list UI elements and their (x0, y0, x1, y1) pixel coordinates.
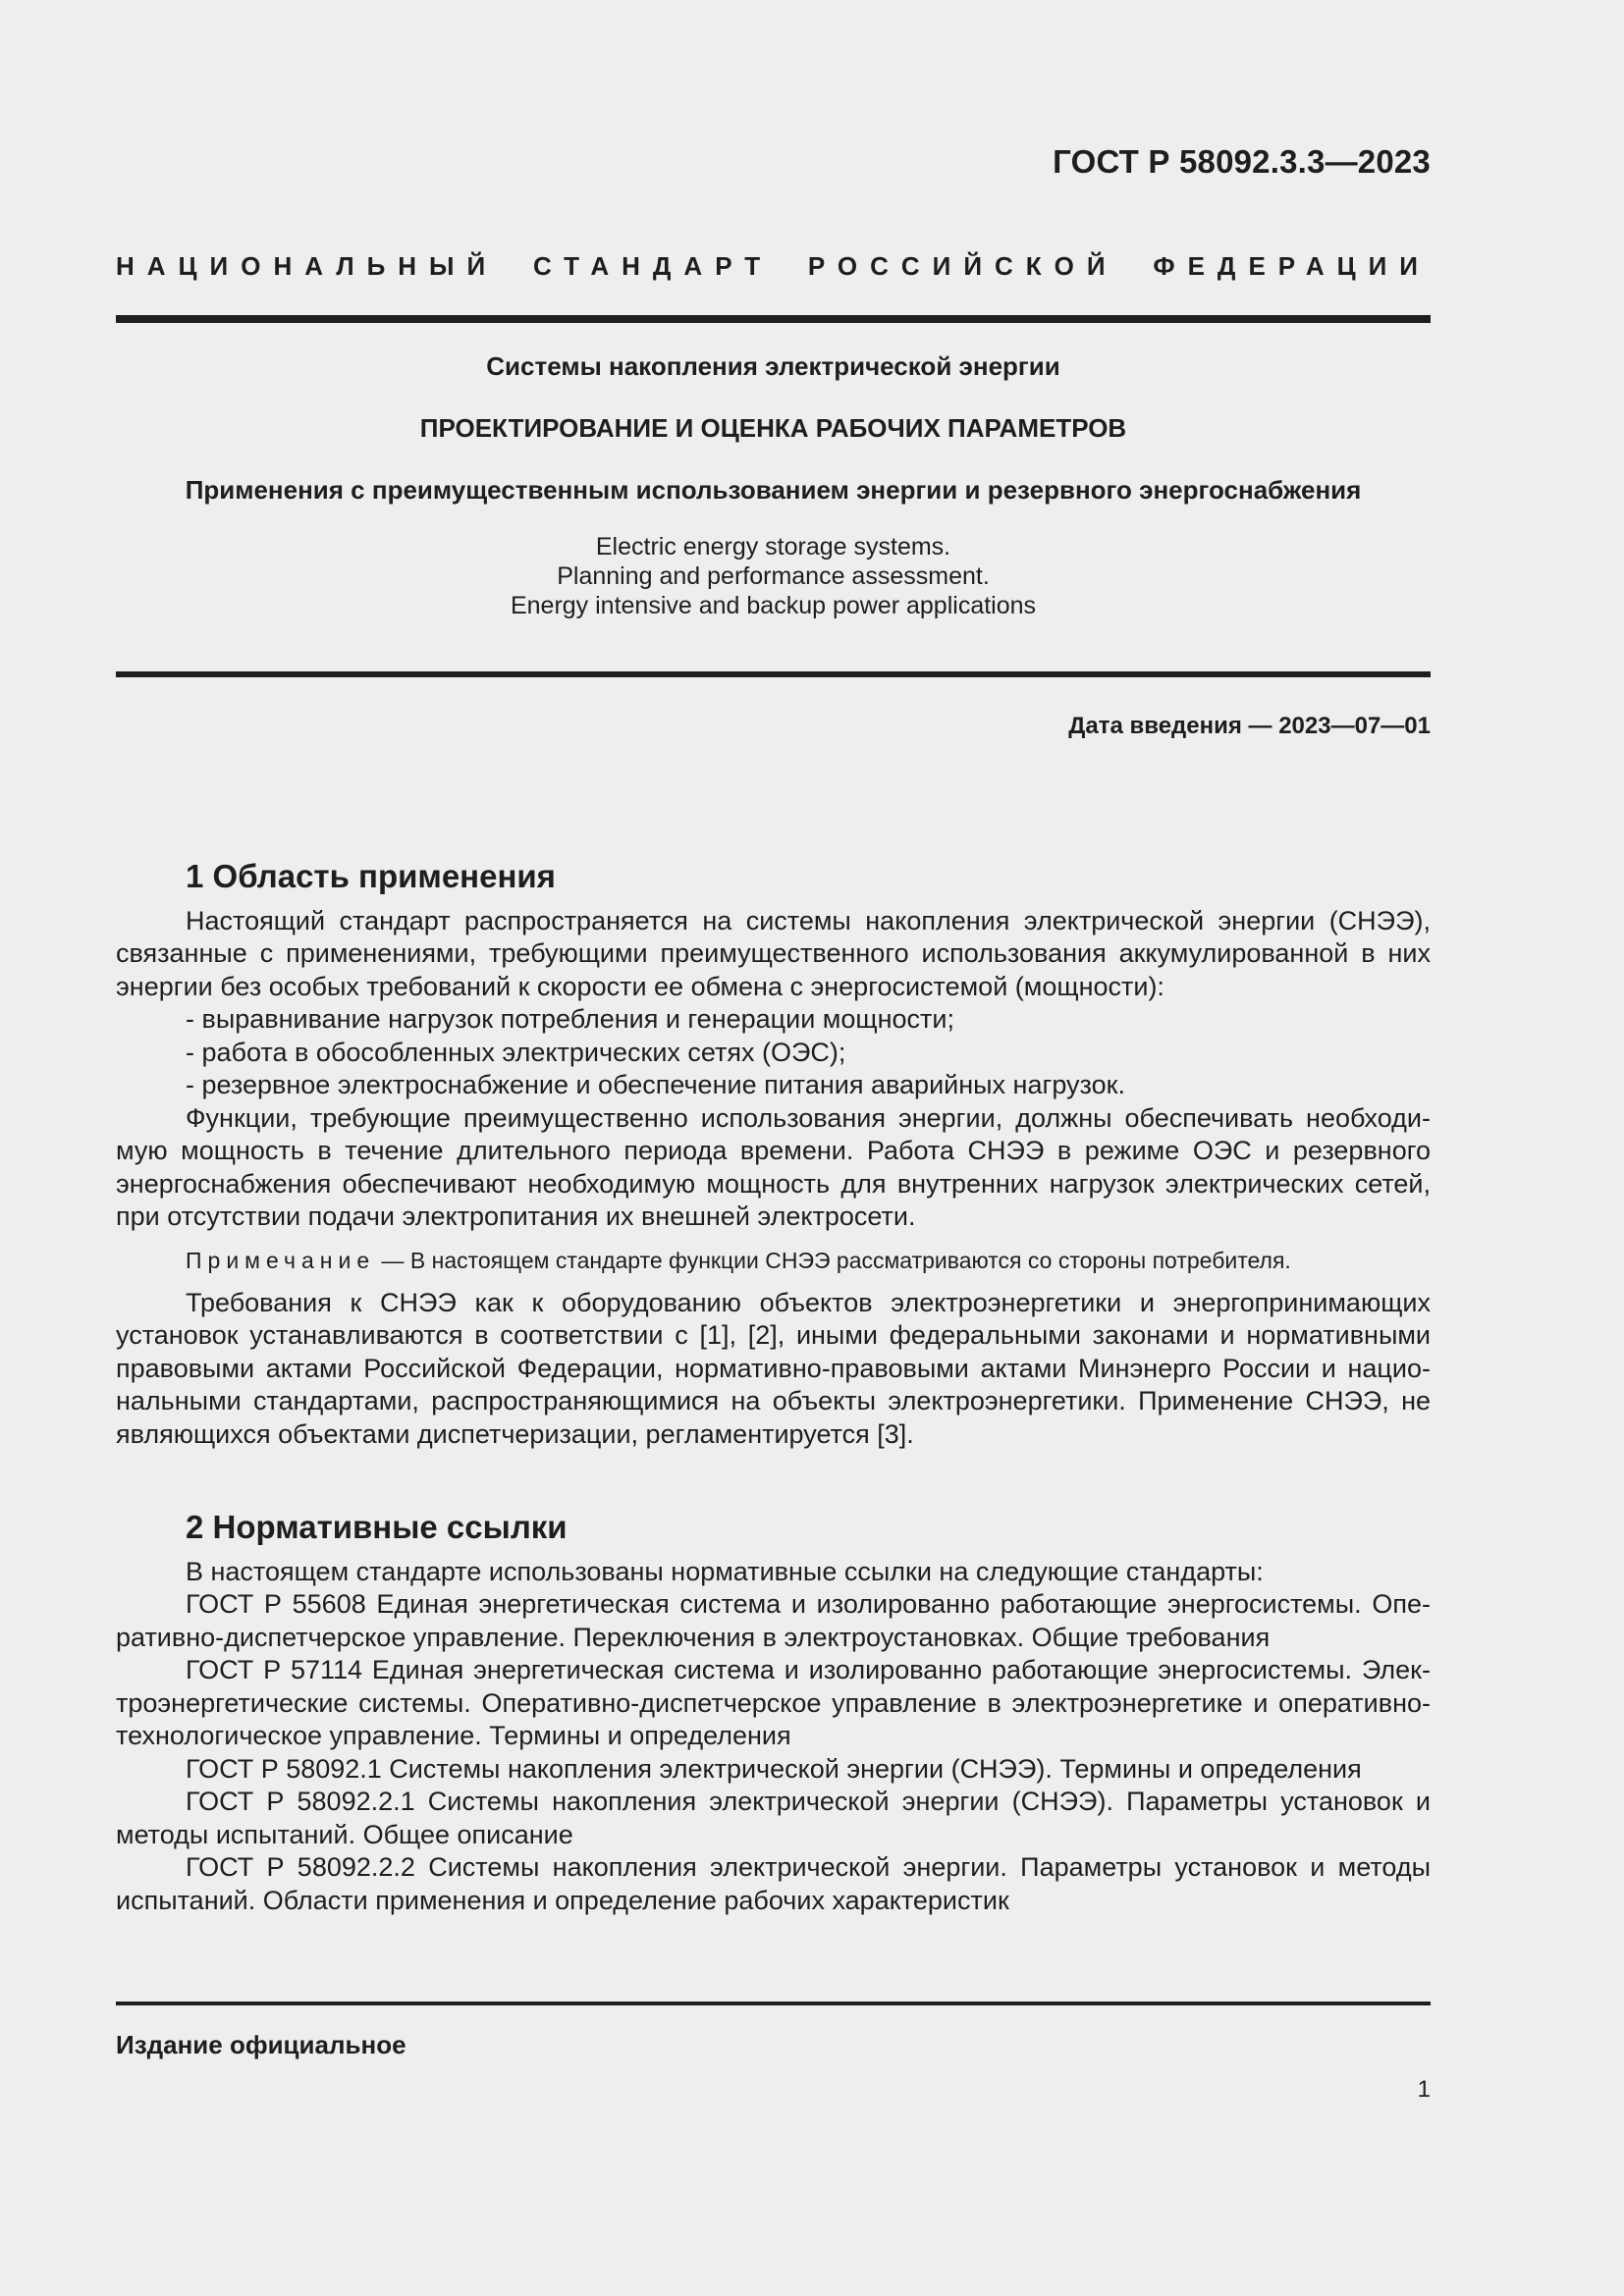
reference-item: ГОСТ Р 58092.2.2 Системы накопления электрической энергии. Параметры установок и методы испытаний. Области применения и определение рабочих характеристик (116, 1852, 1431, 1915)
page-number: 1 (1417, 2076, 1431, 2103)
list-item: - выравнивание нагрузок потребления и генерации мощности; (186, 1004, 954, 1034)
paragraph: Функции, требующие преимущественно использования энергии, должны обеспечивать необходимую мощность в течение длительного периода времени. Работа СНЭЭ в режиме ОЭС и резервного энергоснабжения обеспечивают необходимую мощность для внутренних нагрузок электрических сетей, при отсутствии подачи электропитания их внешней электросети. (116, 1102, 1431, 1231)
reference-item: ГОСТ Р 58092.2.1 Системы накопления электрической энергии (СНЭЭ). Параметры установок и методы испытаний. Общее описание (116, 1787, 1431, 1849)
note-text: — В настоящем стандарте функции СНЭЭ рассматриваются со стороны потребителя. (375, 1247, 1291, 1273)
note (116, 1246, 1431, 1275)
title-main: ПРОЕКТИРОВАНИЕ И ОЦЕНКА РАБОЧИХ ПАРАМЕТРОВ (419, 413, 1127, 443)
paragraph: В настоящем стандарте использованы нормативные ссылки на следующие стандарты: (186, 1556, 1264, 1586)
organization-line: НАЦИОНАЛЬНЫЙ СТАНДАРТ РОССИЙСКОЙ ФЕДЕРАЦИИ (116, 251, 1431, 281)
title-subject: Системы накопления электрической энергии (486, 351, 1060, 381)
reference-item: ГОСТ Р 55608 Единая энергетическая система и изолированно работающие энергосистемы. Оперативно-диспетчерское управление. Переключения в электроустановках. Общие требования (116, 1589, 1431, 1652)
reference-item: ГОСТ Р 57114 Единая энергетическая система и изолированно работающие энергосистемы. Электроэнергетические системы. Оперативно-диспетчерское управление в электроэнергетике и оперативно-технологическое управление. Термины и определения (116, 1655, 1431, 1750)
date-of-introduction: Дата введения — 2023—07—01 (1068, 713, 1431, 739)
english-title-line: Energy intensive and backup power applications (510, 592, 1037, 619)
title-application: Применения с преимущественным использованием энергии и резервного энергоснабжения (185, 475, 1362, 505)
english-title-line: Electric energy storage systems. (595, 533, 951, 561)
standard-designation: ГОСТ Р 58092.3.3—2023 (1053, 143, 1431, 180)
list-item: - работа в обособленных электрических сетях (ОЭС); (186, 1037, 846, 1067)
footer-rule (116, 2002, 1431, 2005)
list-item: - резервное электроснабжение и обеспечение питания аварийных нагрузок. (186, 1070, 1125, 1099)
section-1-heading: 1 Область применения (186, 858, 556, 894)
section-2-heading: 2 Нормативные ссылки (186, 1509, 568, 1545)
english-title-line: Planning and performance assessment. (557, 562, 990, 590)
title-block (116, 351, 1431, 620)
reference-item: ГОСТ Р 58092.1 Системы накопления электрической энергии (СНЭЭ). Термины и определения (186, 1753, 1362, 1784)
title-bottom-rule (116, 671, 1431, 677)
section-2 (116, 1511, 1431, 1917)
note-label: Примечание (186, 1247, 376, 1273)
official-publication-label: Издание официальное (116, 2030, 406, 2059)
paragraph: Требования к СНЭЭ как к оборудованию объектов электроэнергетики и энергопринимающих установок устанавливаются в соответствии с [1], [2], иными федеральными законами и нормативными правовыми актами Российской Федерации, нормативно-правовыми актами Минэнерго России и национальными стандартами, распространяющимися на объекты электроэнергетики. Применение СНЭЭ, не являющихся объектами диспетчеризации, регламентируется [3]. (116, 1287, 1431, 1449)
paragraph: Настоящий стандарт распространяется на системы накопления электрической энергии (СНЭЭ), связанные с применениями, требующими преимущественного использования аккумулированной в них энергии без особых требований к скорости ее обмена с энергосистемой (мощности): (116, 905, 1431, 1001)
section-1 (116, 860, 1431, 1451)
top-rule (116, 315, 1431, 323)
